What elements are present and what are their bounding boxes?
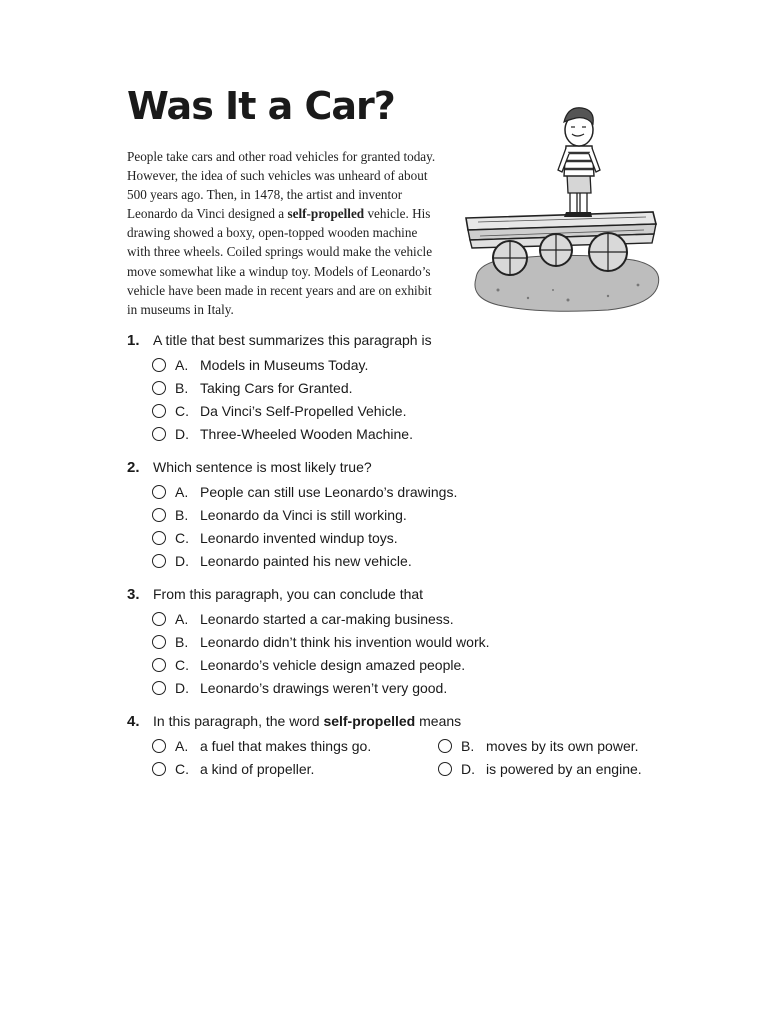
reading-passage xyxy=(127,147,437,319)
option-letter: D. xyxy=(175,552,189,569)
question-2 xyxy=(127,459,687,572)
question-number: 1. xyxy=(127,332,140,349)
option-letter: A. xyxy=(175,737,189,754)
answer-option-3b[interactable] xyxy=(152,630,687,653)
page-title: Was It a Car? xyxy=(127,84,395,128)
option-text: Models in Museums Today. xyxy=(200,356,369,373)
radio-button-icon[interactable] xyxy=(152,762,166,776)
question-stem xyxy=(127,459,687,480)
option-text: Taking Cars for Granted. xyxy=(200,379,353,396)
question-number: 4. xyxy=(127,713,140,730)
radio-button-icon[interactable] xyxy=(152,485,166,499)
radio-button-icon[interactable] xyxy=(438,739,452,753)
boy-on-wooden-cart-illustration xyxy=(458,100,668,320)
question-4 xyxy=(127,713,687,780)
stem-post: means xyxy=(415,713,462,729)
answer-option-4d[interactable] xyxy=(438,757,698,780)
option-letter: C. xyxy=(175,760,189,777)
option-text: Leonardo painted his new vehicle. xyxy=(200,552,412,569)
answer-option-1c[interactable] xyxy=(152,399,687,422)
option-text: Leonardo da Vinci is still working. xyxy=(200,506,407,523)
radio-button-icon[interactable] xyxy=(152,381,166,395)
option-text: Leonardo’s vehicle design amazed people. xyxy=(200,656,466,673)
answer-option-4b[interactable] xyxy=(438,734,698,757)
option-letter: B. xyxy=(175,506,189,523)
option-letter: C. xyxy=(175,656,189,673)
option-text: Da Vinci’s Self-Propelled Vehicle. xyxy=(200,402,407,419)
answer-option-1d[interactable] xyxy=(152,422,687,445)
answer-option-1b[interactable] xyxy=(152,376,687,399)
option-letter: B. xyxy=(461,737,475,754)
option-letter: A. xyxy=(175,483,189,500)
passage-bold-word: self-propelled xyxy=(287,206,365,222)
option-letter: D. xyxy=(175,425,189,442)
option-text: is powered by an engine. xyxy=(486,760,642,777)
option-text: Leonardo’s drawings weren’t very good. xyxy=(200,679,448,696)
option-text: a fuel that makes things go. xyxy=(200,737,372,754)
radio-button-icon[interactable] xyxy=(152,404,166,418)
answer-option-2d[interactable] xyxy=(152,549,687,572)
radio-button-icon[interactable] xyxy=(152,358,166,372)
passage-text-2: vehicle. His drawing showed a boxy, open-topped wooden machine with three wheels. Coiled springs would make the vehicle move somewhat like a windup toy. Models of Leonardo’s vehicle have been made in recent years and are on exhibit in museums in Italy. xyxy=(127,206,433,317)
radio-button-icon[interactable] xyxy=(152,427,166,441)
option-letter: B. xyxy=(175,379,189,396)
radio-button-icon[interactable] xyxy=(438,762,452,776)
answer-option-2c[interactable] xyxy=(152,526,687,549)
radio-button-icon[interactable] xyxy=(152,658,166,672)
question-stem xyxy=(127,332,687,353)
radio-button-icon[interactable] xyxy=(152,531,166,545)
cart-drawing-icon xyxy=(458,100,668,320)
answer-option-3a[interactable] xyxy=(152,607,687,630)
question-number: 2. xyxy=(127,459,140,476)
passage-text-1: People take cars and other road vehicles for granted today. However, the idea of such vehicles was unheard of about 500 years ago. Then, in 1478, the artist and inventor Leonardo da Vinci designed a xyxy=(127,149,436,222)
question-text: From this paragraph, you can conclude that xyxy=(153,586,424,602)
answer-option-grid xyxy=(152,734,687,780)
radio-button-icon[interactable] xyxy=(152,739,166,753)
question-text: Which sentence is most likely true? xyxy=(153,459,372,475)
option-letter: C. xyxy=(175,402,189,419)
question-list xyxy=(127,332,687,794)
question-text xyxy=(153,713,461,729)
option-text: Leonardo started a car-making business. xyxy=(200,610,454,627)
answer-option-3c[interactable] xyxy=(152,653,687,676)
answer-option-3d[interactable] xyxy=(152,676,687,699)
option-text: Three-Wheeled Wooden Machine. xyxy=(200,425,413,442)
answer-option-2a[interactable] xyxy=(152,480,687,503)
question-stem xyxy=(127,586,687,607)
answer-option-1a[interactable] xyxy=(152,353,687,376)
question-text: A title that best summarizes this paragraph is xyxy=(153,332,432,348)
question-1 xyxy=(127,332,687,445)
option-letter: D. xyxy=(461,760,475,777)
option-text: Leonardo didn’t think his invention would work. xyxy=(200,633,490,650)
radio-button-icon[interactable] xyxy=(152,635,166,649)
stem-pre: In this paragraph, the word xyxy=(153,713,324,729)
option-text: Leonardo invented windup toys. xyxy=(200,529,398,546)
option-text: moves by its own power. xyxy=(486,737,639,754)
option-letter: C. xyxy=(175,529,189,546)
question-3 xyxy=(127,586,687,699)
question-number: 3. xyxy=(127,586,140,603)
option-letter: D. xyxy=(175,679,189,696)
radio-button-icon[interactable] xyxy=(152,508,166,522)
radio-button-icon[interactable] xyxy=(152,554,166,568)
answer-option-2b[interactable] xyxy=(152,503,687,526)
option-letter: A. xyxy=(175,356,189,373)
option-text: People can still use Leonardo’s drawings. xyxy=(200,483,458,500)
option-text: a kind of propeller. xyxy=(200,760,315,777)
answer-option-4a[interactable] xyxy=(152,734,438,757)
radio-button-icon[interactable] xyxy=(152,612,166,626)
option-letter: B. xyxy=(175,633,189,650)
radio-button-icon[interactable] xyxy=(152,681,166,695)
question-stem xyxy=(127,713,687,734)
answer-option-4c[interactable] xyxy=(152,757,438,780)
option-letter: A. xyxy=(175,610,189,627)
stem-bold-word: self-propelled xyxy=(323,713,416,729)
